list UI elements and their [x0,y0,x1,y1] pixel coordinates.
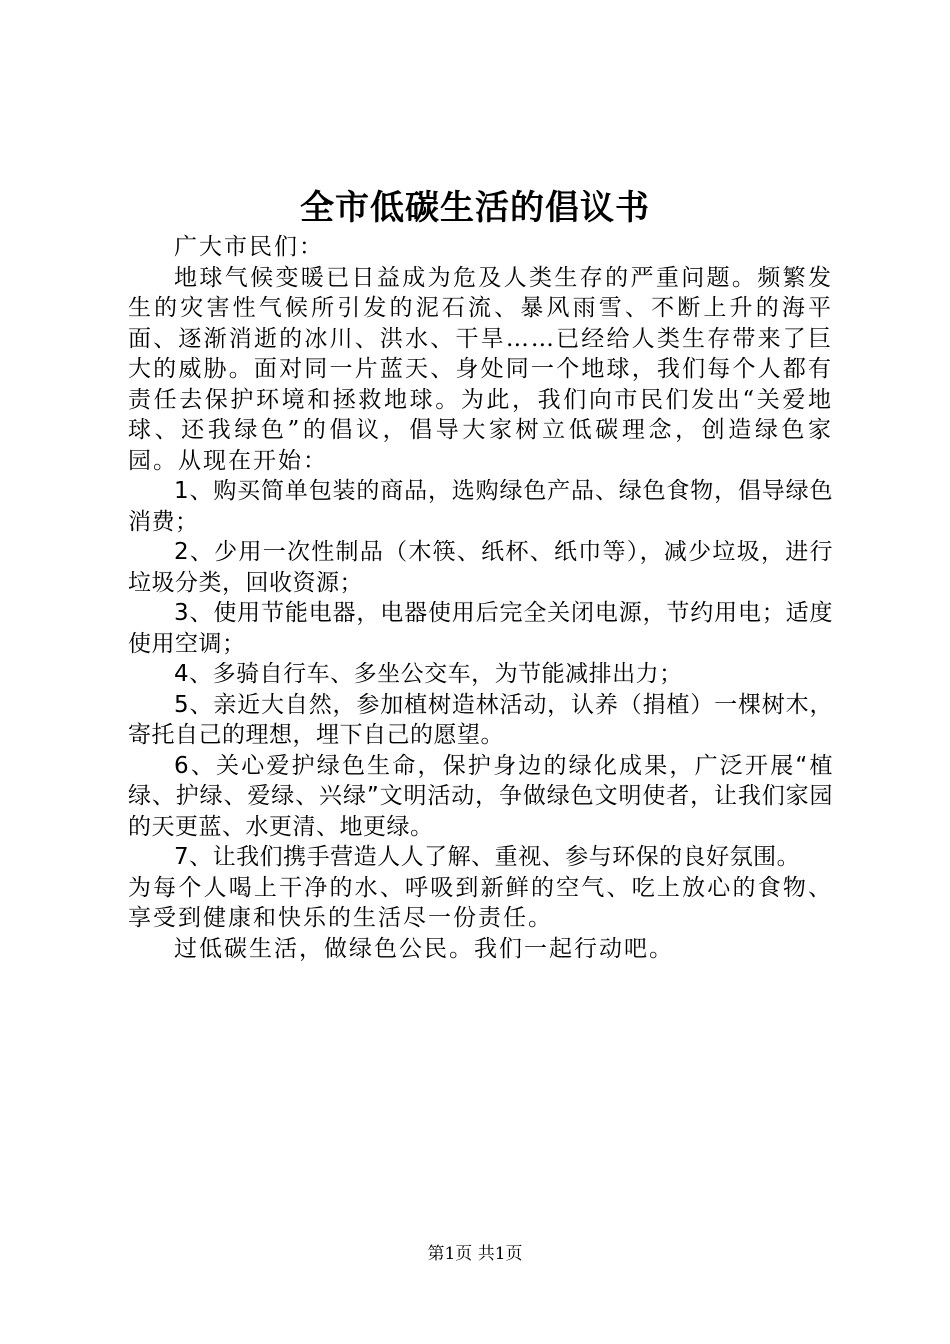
page-footer: 第1页 共1页 [427,1244,523,1264]
document-body [128,232,833,964]
initiative-item-5: 5、亲近大自然，参加植树造林活动，认养（捐植）一棵树木，寄托自己的理想，埋下自己的愿望。 [128,691,833,748]
slogan: 过低碳生活，做绿色公民。我们一起行动吧。 [174,935,674,962]
initiative-item-7: 7、让我们携手营造人人了解、重视、参与环保的良好氛围。 [174,844,801,870]
initiative-item-6: 6、关心爱护绿色生命，保护身边的绿化成果，广泛开展“植绿、护绿、爱绿、兴绿”文明活动，争做绿色文明使者，让我们家园的天更蓝、水更清、地更绿。 [128,752,833,840]
initiative-item-4: 4、多骑自行车、多坐公交车，为节能减排出力； [174,661,683,687]
intro-paragraph: 地球气候变暖已日益成为危及人类生存的严重问题。频繁发生的灾害性气候所引发的泥石流、暴风雨雪、不断上升的海平面、逐渐消逝的冰川、洪水、干旱……已经给人类生存带来了巨大的威胁。面对同一片蓝天、身处同一个地球，我们每个人都有责任去保护环境和拯救地球。为此，我们向市民们发出“关爱地球、还我绿色”的倡议，倡导大家树立低碳理念，创造绿色家园。从现在开始： [128,264,833,474]
document-title: 全市低碳生活的倡议书 [300,188,650,228]
closing-paragraph: 为每个人喝上干净的水、呼吸到新鲜的空气、吃上放心的食物、享受到健康和快乐的生活尽一份责任。 [128,874,833,931]
initiative-item-1: 1、购买简单包装的商品，选购绿色产品、绿色食物，倡导绿色消费； [128,478,833,535]
salutation: 广大市民们： [174,234,324,260]
initiative-item-3: 3、使用节能电器，电器使用后完全关闭电源，节约用电；适度使用空调； [128,600,833,657]
initiative-item-2: 2、少用一次性制品（木筷、纸杯、纸巾等），减少垃圾，进行垃圾分类，回收资源； [128,539,833,596]
